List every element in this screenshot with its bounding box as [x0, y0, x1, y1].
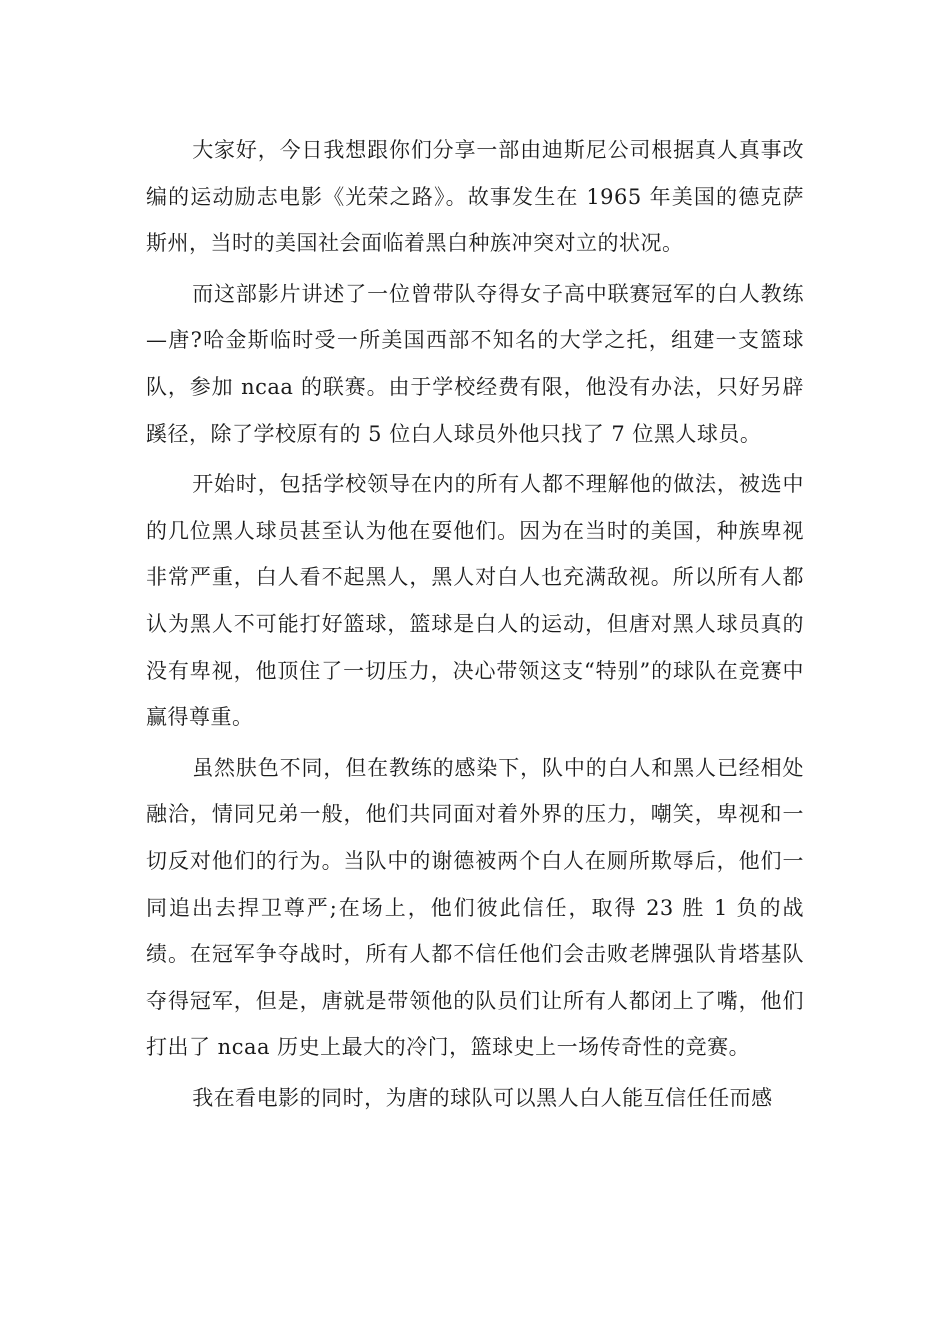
- paragraph-intro: 大家好，今日我想跟你们分享一部由迪斯尼公司根据真人真事改编的运动励志电影《光荣之路》。故事发生在 1965 年美国的德克萨斯州，当时的美国社会面临着黑白种族冲突对立的状况。: [146, 138, 804, 256]
- paragraph-unity: 虽然肤色不同，但在教练的感染下，队中的白人和黑人已经相处融洽，情同兄弟一般，他们共同面对着外界的压力，嘲笑，卑视和一切反对他们的行为。当队中的谢德被两个白人在厕所欺辱后，他们一同追出去捍卫尊严;在场上，他们彼此信任，取得 23 胜 1 负的战绩。在冠军争夺战时，所有人都不信任他们会击败老牌强队肯塔基队夺得冠军，但是，唐就是带领他的队员们让所有人都闭上了嘴，他们打出了 ncaa 历史上最大的冷门，篮球史上一场传奇性的竞赛。: [146, 755, 804, 1060]
- paragraph-reflection: 我在看电影的同时，为唐的球队可以黑人白人能互信任任而感: [192, 1085, 773, 1110]
- paragraph-plot: 而这部影片讲述了一位曾带队夺得女子高中联赛冠军的白人教练—唐?哈金斯临时受一所美国西部不知名的大学之托，组建一支篮球队，参加 ncaa 的联赛。由于学校经费有限，他没有办法，只好另辟蹊径，除了学校原有的 5 位白人球员外他只找了 7 位黑人球员。: [146, 281, 804, 446]
- document-body: [146, 127, 804, 1121]
- paragraph-conflict: 开始时，包括学校领导在内的所有人都不理解他的做法，被选中的几位黑人球员甚至认为他在耍他们。因为在当时的美国，种族卑视非常严重，白人看不起黑人，黑人对白人也充满敌视。所以所有人都认为黑人不可能打好篮球，篮球是白人的运动，但唐对黑人球员真的没有卑视，他顶住了一切压力，决心带领这支“特别”的球队在竞赛中赢得尊重。: [146, 472, 804, 730]
